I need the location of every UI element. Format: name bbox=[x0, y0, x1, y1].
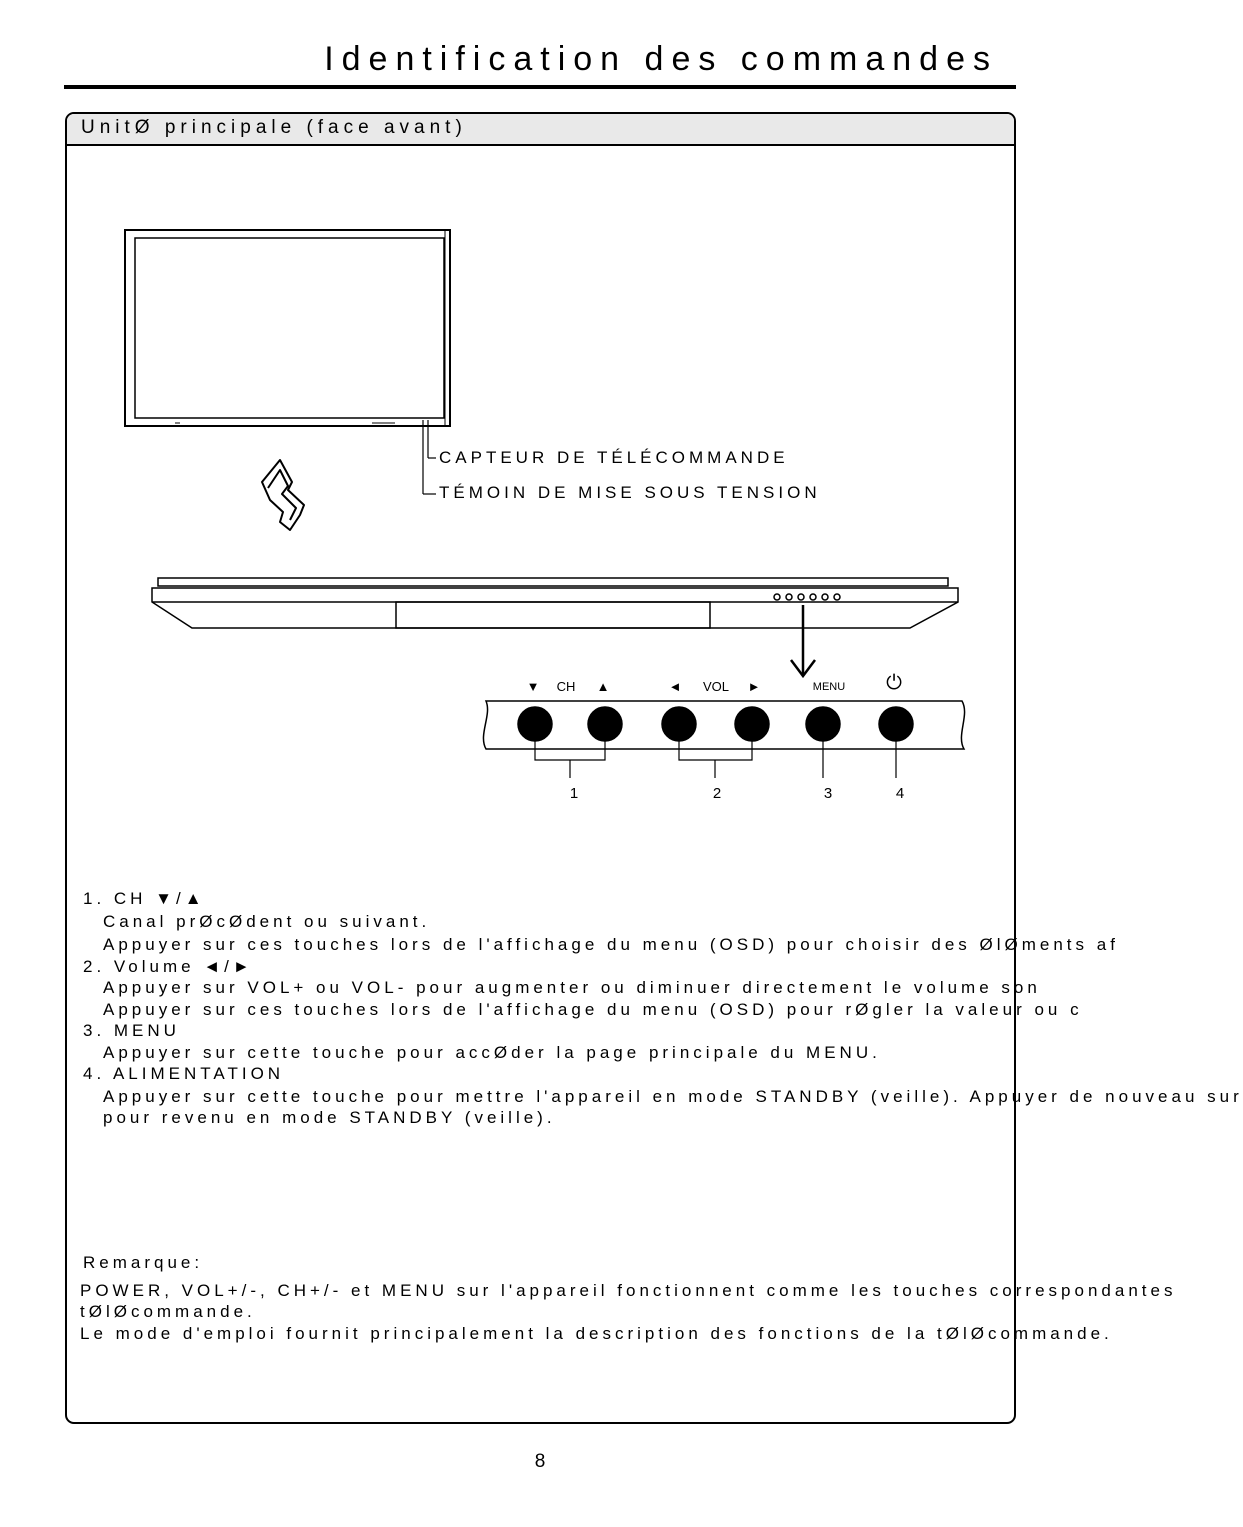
page-title: Identification des commandes bbox=[324, 40, 998, 78]
remark-heading: Remarque: bbox=[83, 1253, 204, 1272]
callout-number-3: 3 bbox=[823, 785, 833, 802]
item-line: pour revenu en mode STANDBY (veille). bbox=[103, 1108, 556, 1127]
power-icon: ⏻ bbox=[886, 672, 902, 694]
ch-label: CH bbox=[556, 679, 576, 694]
item-line: Canal prØcØdent ou suivant. bbox=[103, 912, 431, 931]
item-heading: 2. Volume ◄/► bbox=[83, 957, 254, 976]
item-line: Appuyer sur cette touche pour mettre l'appareil en mode STANDBY (veille). Appuyer de nouveau sur bbox=[103, 1087, 1243, 1106]
remark-line: Le mode d'emploi fournit principalement la description des fonctions de la tØlØcommande. bbox=[80, 1324, 1113, 1343]
item-line: Appuyer sur ces touches lors de l'affichage du menu (OSD) pour rØgler la valeur ou c bbox=[103, 1000, 1083, 1019]
callout-number-2: 2 bbox=[712, 785, 722, 802]
remark-line: POWER, VOL+/-, CH+/- et MENU sur l'appareil fonctionnent comme les touches correspondantes bbox=[80, 1281, 1177, 1300]
power-indicator-label: TÉMOIN DE MISE SOUS TENSION bbox=[439, 483, 821, 502]
item-line: Appuyer sur VOL+ ou VOL- pour augmenter ou diminuer directement le volume son bbox=[103, 978, 1041, 997]
remote-sensor-label: CAPTEUR DE TÉLÉCOMMANDE bbox=[439, 448, 789, 467]
remark-line: tØlØcommande. bbox=[80, 1302, 256, 1321]
item-heading: 1. CH ▼/▲ bbox=[83, 889, 206, 908]
section-title: UnitØ principale (face avant) bbox=[81, 117, 467, 138]
item-line: Appuyer sur ces touches lors de l'affichage du menu (OSD) pour choisir des ØlØments af bbox=[103, 935, 1119, 954]
item-heading: 4. ALIMENTATION bbox=[83, 1064, 285, 1083]
menu-label: MENU bbox=[812, 681, 846, 693]
item-heading: 3. MENU bbox=[83, 1021, 180, 1040]
vol-up-symbol: ► bbox=[747, 679, 761, 694]
ch-down-symbol: ▼ bbox=[526, 679, 540, 694]
ch-up-symbol: ▲ bbox=[596, 679, 610, 694]
callout-number-1: 1 bbox=[569, 785, 579, 802]
vol-down-symbol: ◄ bbox=[668, 679, 682, 694]
page-number: 8 bbox=[534, 1451, 546, 1472]
item-line: Appuyer sur cette touche pour accØder la page principale du MENU. bbox=[103, 1043, 881, 1062]
vol-label: VOL bbox=[702, 679, 730, 694]
callout-number-4: 4 bbox=[895, 785, 905, 802]
